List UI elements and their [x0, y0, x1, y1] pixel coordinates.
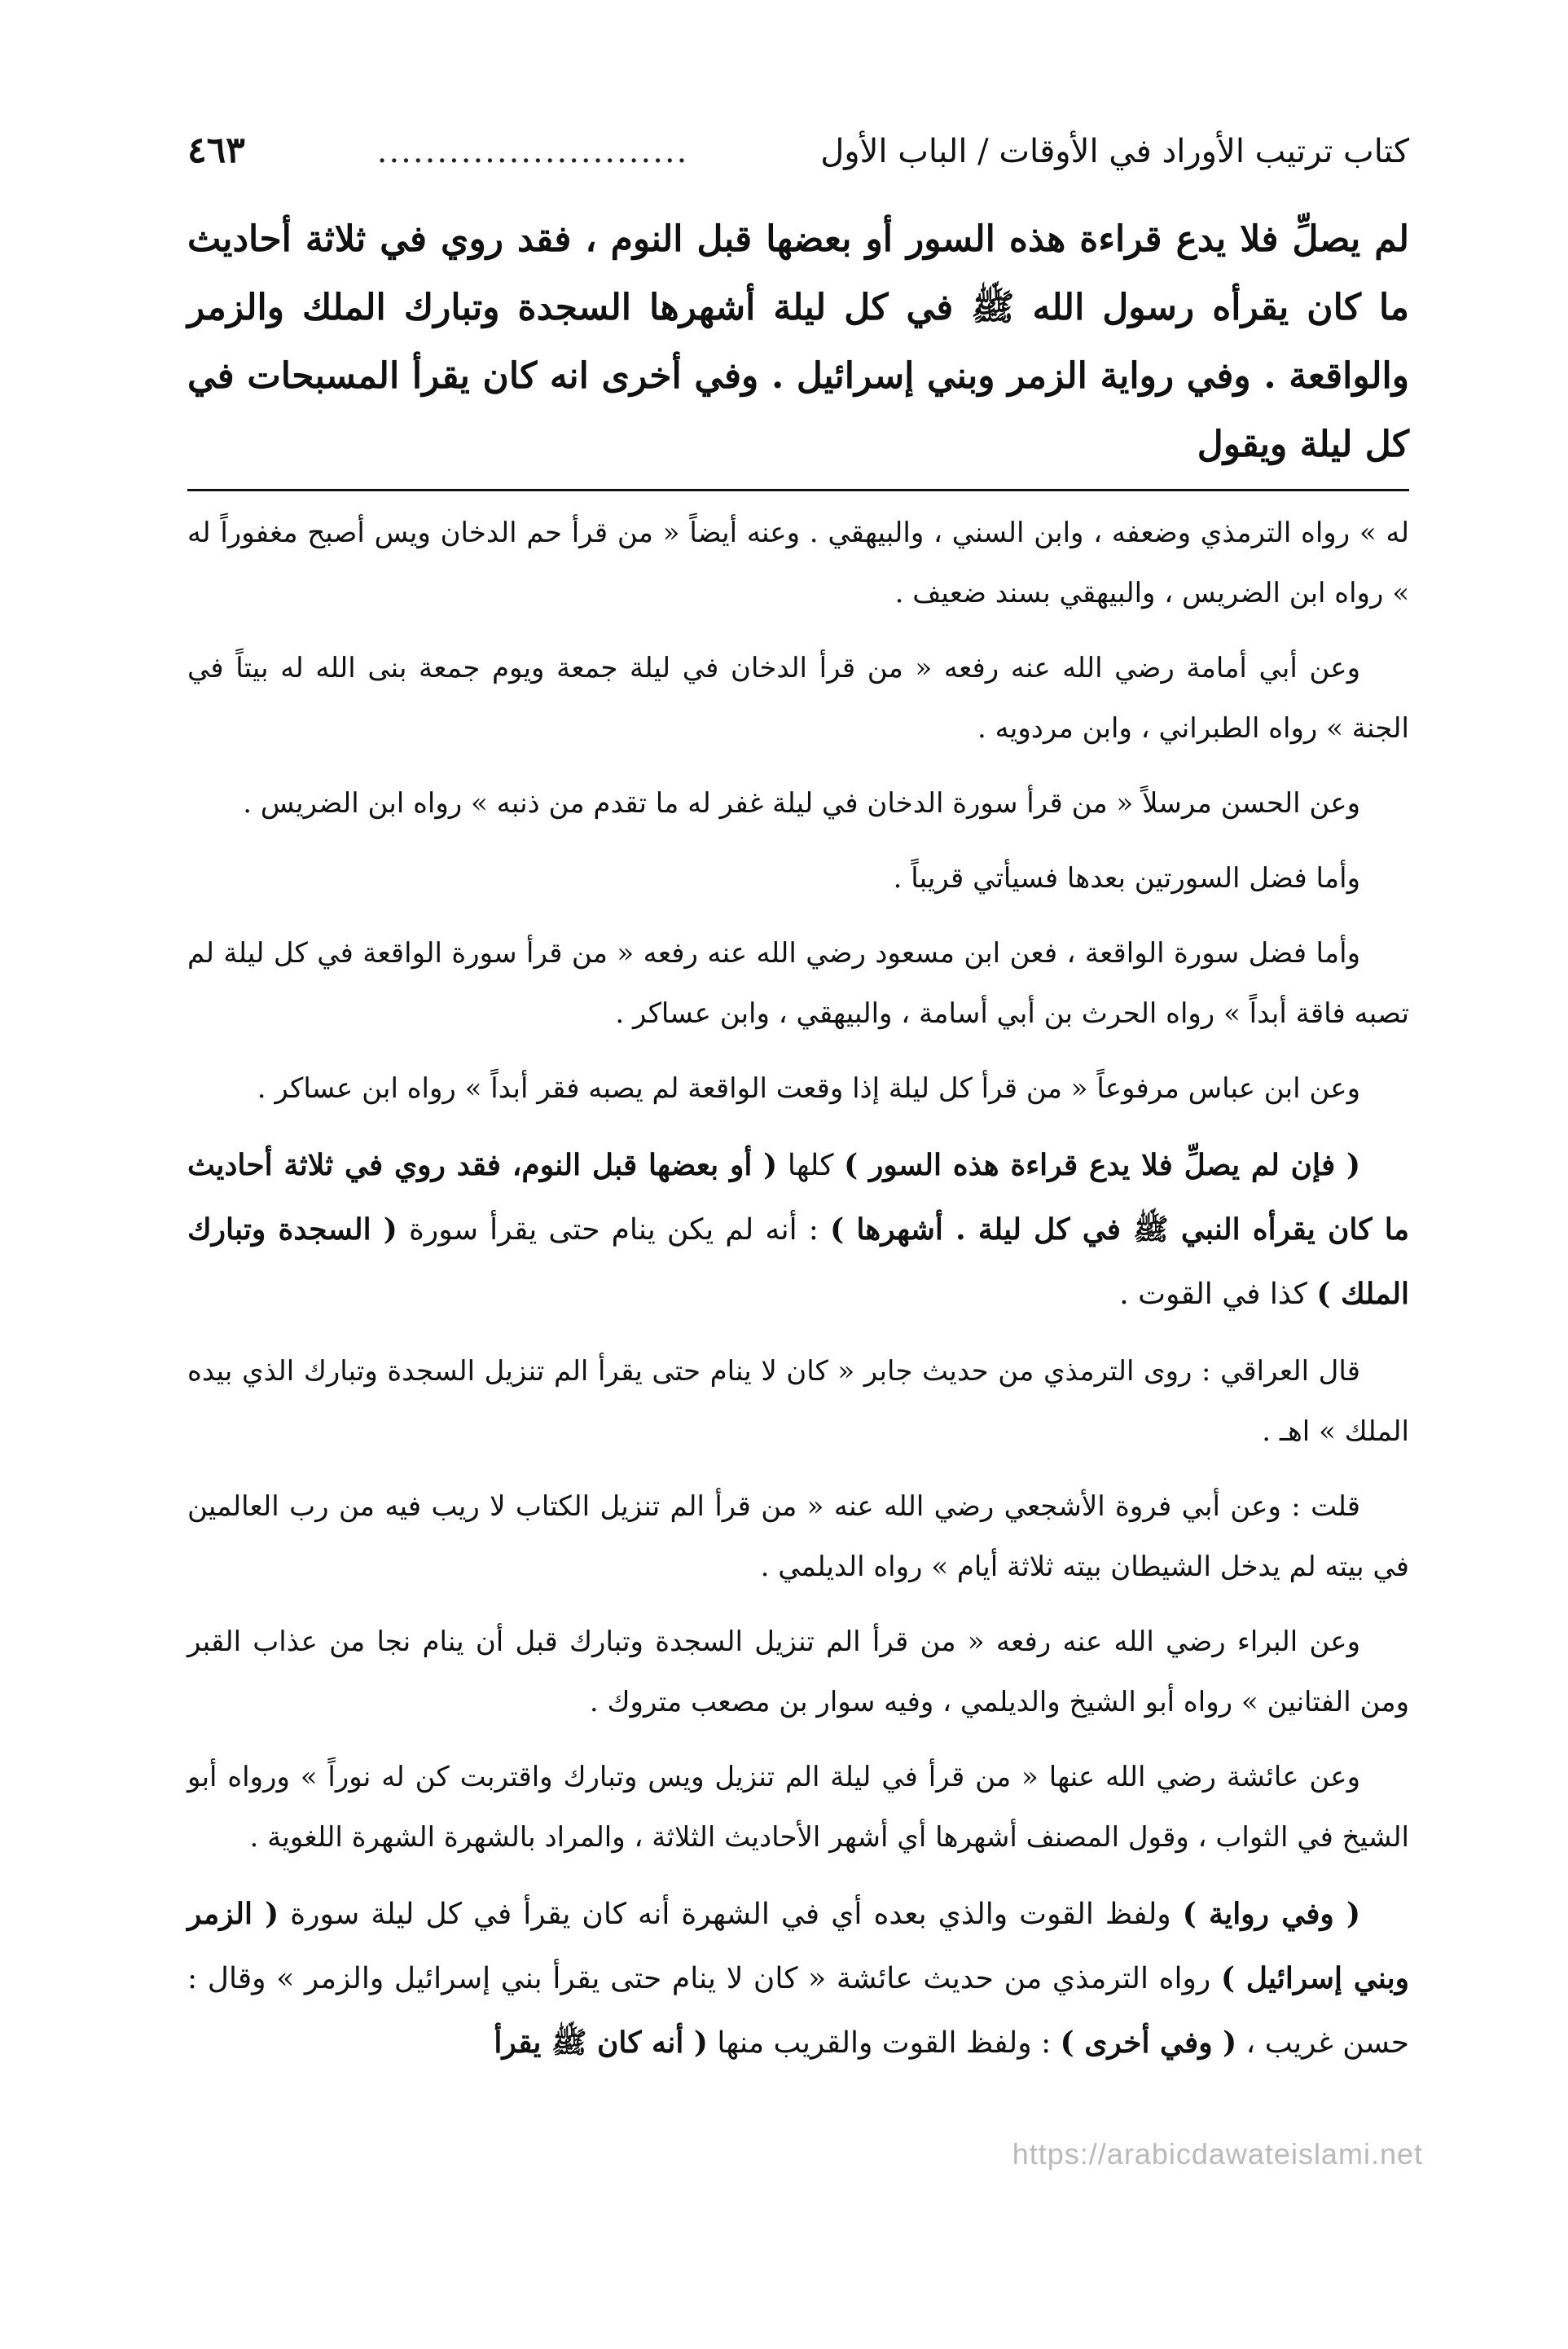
commentary-paragraph: وعن الحسن مرسلاً « من قرأ سورة الدخان في ليلة غفر له ما تقدم من ذنبه » رواه ابن الضريس .: [243, 787, 1360, 820]
footnote-divider: [187, 489, 1409, 491]
watermark-url: https://arabicdawateislami.net: [1012, 2137, 1423, 2171]
commentary-paragraph: قال العراقي : روى الترمذي من حديث جابر « كان لا ينام حتى يقرأ الم تنزيل السجدة وتبارك الذي بيده الملك » اهـ .: [187, 1355, 1409, 1448]
commentary-paragraph: وعن عائشة رضي الله عنها « من قرأ في ليلة الم تنزيل ويس وتبارك واقتربت كن له نوراً » ورواه أبو الشيخ في الثواب ، وقول المصنف أشهرها أي أشهر الأحاديث الثلاثة ، والمراد بالشهرة الشهرة اللغوية .: [187, 1761, 1409, 1854]
commentary-text: كذا في القوت .: [1119, 1278, 1317, 1311]
quoted-lemma: ( أو بعضها قبل النوم، فقد روي في ثلاثة أحاديث ما كان يقرأه النبي ﷺ في كل ليلة . أشهرها ): [187, 1148, 1409, 1247]
commentary-paragraph: وعن أبي أمامة رضي الله عنه رفعه « من قرأ الدخان في ليلة جمعة ويوم جمعة بنى الله له بيتاً في الجنة » رواه الطبراني ، وابن مردويه .: [187, 652, 1409, 745]
running-header: [187, 122, 1409, 196]
quoted-lemma: ( فإن لم يصلِّ فلا يدع قراءة هذه السور ): [844, 1148, 1360, 1182]
commentary-paragraph: [187, 1133, 1409, 1326]
commentary-paragraph: وعن ابن عباس مرفوعاً « من قرأ كل ليلة إذا وقعت الواقعة لم يصبه فقر أبداً » رواه ابن عساكر .: [257, 1072, 1360, 1105]
quoted-lemma: ( السجدة وتبارك الملك ): [187, 1212, 1409, 1311]
commentary-paragraph: قلت : وعن أبي فروة الأشجعي رضي الله عنه « من قرأ الم تنزيل الكتاب لا ريب فيه من رب العالمين في بيته لم يدخل الشيطان بيته ثلاثة أيام » رواه الديلمي .: [187, 1490, 1409, 1583]
commentary-text: ولفظ القوت والذي بعده أي في الشهرة أنه كان يقرأ في كل ليلة سورة: [279, 1898, 1183, 1931]
book-page: [187, 122, 1409, 2090]
commentary-text: كلها: [777, 1149, 845, 1182]
commentary-paragraph: [187, 1882, 1409, 2075]
commentary-text: : ولفظ القوت والقريب منها: [707, 2026, 1061, 2060]
page-number: ٤٦٣: [187, 130, 245, 171]
running-head-title: كتاب ترتيب الأوراد في الأوقات / الباب الأول: [820, 133, 1409, 170]
commentary-text: : أنه لم يكن ينام حتى يقرأ سورة: [397, 1213, 831, 1247]
main-text-block: لم يصلِّ فلا يدع قراءة هذه السور أو بعضها قبل النوم ، فقد روي في ثلاثة أحاديث ما كان يقرأه رسول الله ﷺ في كل ليلة أشهرها السجدة وتبارك الملك والزمر والواقعة . وفي رواية الزمر وبني إسرائيل . وفي أخرى انه كان يقرأ المسبحات في كل ليلة ويقول: [187, 218, 1409, 465]
quoted-lemma: ( الزمر وبني إسرائيل ): [187, 1897, 1409, 1995]
commentary-paragraph: وعن البراء رضي الله عنه رفعه « من قرأ الم تنزيل السجدة وتبارك قبل أن ينام نجا من عذاب القبر ومن الفتانين » رواه أبو الشيخ والديلمي ، وفيه سوار بن مصعب متروك .: [187, 1625, 1409, 1718]
quoted-lemma: ( وفي أخرى ): [1060, 2026, 1237, 2060]
commentary-paragraph: وأما فضل السورتين بعدها فسيأتي قريباً .: [893, 862, 1360, 895]
commentary-paragraph: وأما فضل سورة الواقعة ، فعن ابن مسعود رضي الله عنه رفعه « من قرأ سورة الواقعة في كل ليلة لم تصبه فاقة أبداً » رواه الحرث بن أبي أسامة ، والبيهقي ، وابن عساكر .: [187, 937, 1409, 1030]
commentary-section: [187, 503, 1409, 2075]
quoted-lemma: ( وفي رواية ): [1182, 1897, 1361, 1931]
quoted-lemma: ( أنه كان ﷺ يقرأ: [494, 2026, 708, 2060]
leader-dots: ..........................: [376, 133, 689, 170]
commentary-text: رواه الترمذي من حديث عائشة « كان لا ينام حتى يقرأ بني إسرائيل والزمر » وقال : حسن غريب ،: [187, 1962, 1409, 2060]
commentary-paragraph: له » رواه الترمذي وضعفه ، وابن السني ، والبيهقي . وعنه أيضاً « من قرأ حم الدخان ويس أصبح مغفوراً له » رواه ابن الضريس ، والبيهقي بسند ضعيف .: [187, 517, 1409, 609]
